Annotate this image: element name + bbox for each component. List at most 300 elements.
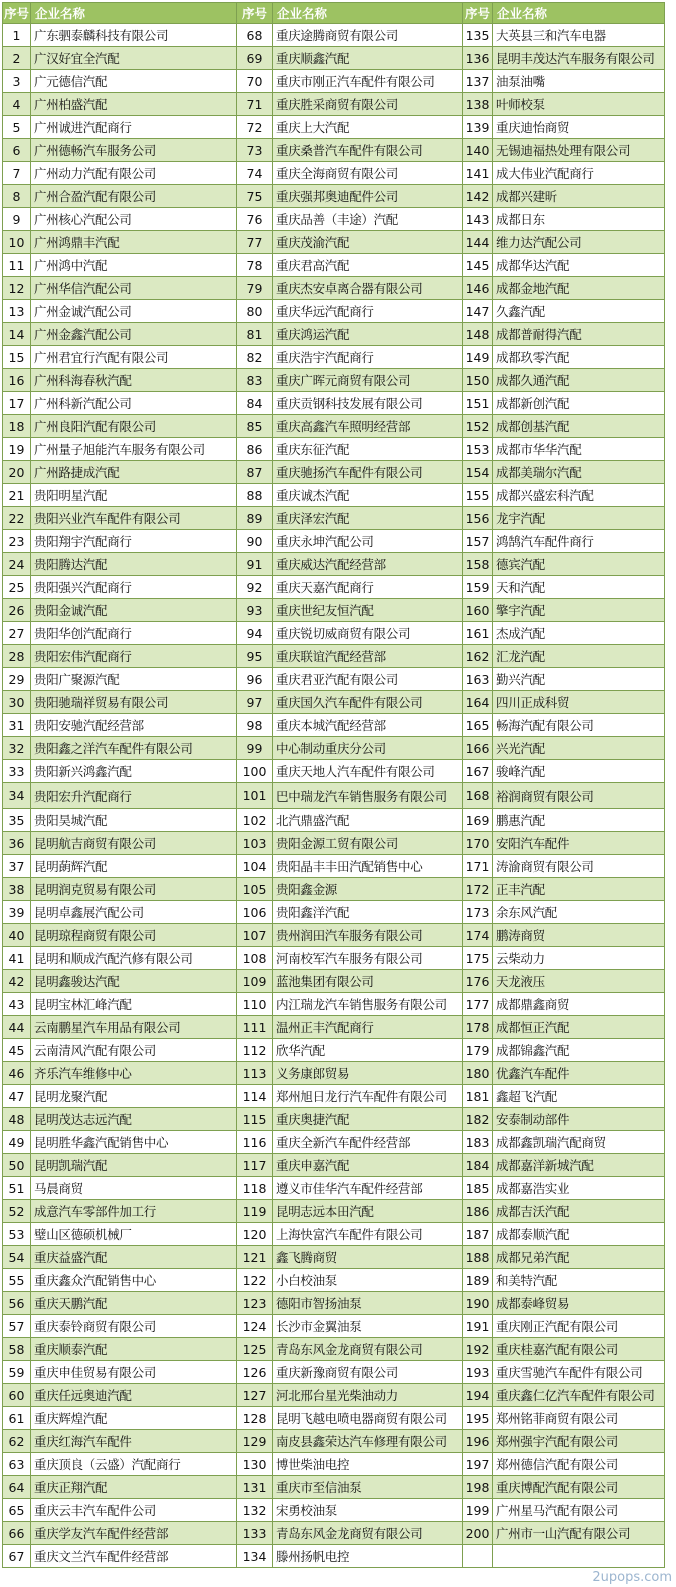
cell-no: 75 [237, 185, 273, 208]
cell-no: 135 [463, 24, 493, 47]
cell-name: 安阳汽车配件 [493, 832, 665, 855]
cell-no: 125 [237, 1338, 273, 1361]
cell-no: 81 [237, 323, 273, 346]
cell-name: 成都美瑞尔汽配 [493, 461, 665, 484]
cell-no: 198 [463, 1476, 493, 1499]
table-row [3, 1407, 665, 1430]
cell-no: 141 [463, 162, 493, 185]
cell-name: 重庆红海汽车配件 [31, 1430, 237, 1453]
cell-no: 5 [3, 116, 31, 139]
cell-name: 贵阳明星汽配 [31, 484, 237, 507]
table-row [3, 1338, 665, 1361]
table-row [3, 47, 665, 70]
cell-name: 重庆迪怡商贸 [493, 116, 665, 139]
table-row [3, 323, 665, 346]
table-row [3, 346, 665, 369]
cell-no: 191 [463, 1315, 493, 1338]
cell-no [463, 1545, 493, 1568]
cell-name: 成都恒正汽配 [493, 1016, 665, 1039]
table-row [3, 461, 665, 484]
cell-name: 广州君宜行汽配有限公司 [31, 346, 237, 369]
cell-name: 小白校油泵 [273, 1269, 463, 1292]
cell-name: 擎宇汽配 [493, 599, 665, 622]
cell-name: 郑州德信汽配有限公司 [493, 1453, 665, 1476]
cell-no: 165 [463, 714, 493, 737]
cell-name: 安泰制动部件 [493, 1108, 665, 1131]
cell-no: 22 [3, 507, 31, 530]
cell-name: 广州金诚汽配公司 [31, 300, 237, 323]
cell-name: 欣华汽配 [273, 1039, 463, 1062]
cell-no: 197 [463, 1453, 493, 1476]
cell-no: 57 [3, 1315, 31, 1338]
cell-no: 65 [3, 1499, 31, 1522]
cell-name: 成都鑫凯瑞汽配商贸 [493, 1131, 665, 1154]
cell-name: 重庆申佳贸易有限公司 [31, 1361, 237, 1384]
cell-no: 98 [237, 714, 273, 737]
cell-name: 久鑫汽配 [493, 300, 665, 323]
cell-no: 171 [463, 855, 493, 878]
cell-no: 115 [237, 1108, 273, 1131]
cell-name: 昆明凯瑞汽配 [31, 1154, 237, 1177]
cell-no: 124 [237, 1315, 273, 1338]
cell-name: 骏峰汽配 [493, 760, 665, 783]
cell-no: 50 [3, 1154, 31, 1177]
table-row [3, 1177, 665, 1200]
cell-no: 110 [237, 993, 273, 1016]
cell-name: 重庆泽宏汽配 [273, 507, 463, 530]
cell-no: 183 [463, 1131, 493, 1154]
cell-no: 3 [3, 70, 31, 93]
cell-name: 重庆强邦奥迪配件公司 [273, 185, 463, 208]
cell-no: 108 [237, 947, 273, 970]
cell-name: 重庆鸿运汽配 [273, 323, 463, 346]
cell-no: 9 [3, 208, 31, 231]
cell-name: 广州核心汽配公司 [31, 208, 237, 231]
cell-no: 137 [463, 70, 493, 93]
cell-no: 146 [463, 277, 493, 300]
table-row [3, 622, 665, 645]
cell-no: 77 [237, 231, 273, 254]
cell-no: 145 [463, 254, 493, 277]
cell-name: 贵阳翔宇汽配商行 [31, 530, 237, 553]
cell-no: 120 [237, 1223, 273, 1246]
cell-no: 113 [237, 1062, 273, 1085]
cell-no: 18 [3, 415, 31, 438]
cell-no: 160 [463, 599, 493, 622]
cell-name: 成都金地汽配 [493, 277, 665, 300]
cell-name: 重庆世纪友恒汽配 [273, 599, 463, 622]
cell-no: 37 [3, 855, 31, 878]
cell-name: 成都兴盛宏科汽配 [493, 484, 665, 507]
cell-no: 74 [237, 162, 273, 185]
cell-no: 53 [3, 1223, 31, 1246]
cell-no: 69 [237, 47, 273, 70]
cell-name: 青岛东风金龙商贸有限公司 [273, 1338, 463, 1361]
cell-name: 成都泰峰贸易 [493, 1292, 665, 1315]
cell-name: 重庆全新汽车配件经营部 [273, 1131, 463, 1154]
cell-no: 39 [3, 901, 31, 924]
cell-no: 121 [237, 1246, 273, 1269]
cell-name: 重庆贡钢科技发展有限公司 [273, 392, 463, 415]
cell-name: 重庆新豫商贸有限公司 [273, 1361, 463, 1384]
cell-no: 83 [237, 369, 273, 392]
cell-name: 成都鼎鑫商贸 [493, 993, 665, 1016]
cell-no: 114 [237, 1085, 273, 1108]
cell-name: 贵阳鑫金源 [273, 878, 463, 901]
cell-name: 成都嘉浩实业 [493, 1177, 665, 1200]
cell-name: 贵阳金诚汽配 [31, 599, 237, 622]
cell-no: 200 [463, 1522, 493, 1545]
cell-no: 161 [463, 622, 493, 645]
cell-no: 117 [237, 1154, 273, 1177]
cell-name: 贵阳鑫之洋汽车配件有限公司 [31, 737, 237, 760]
cell-name: 正丰汽配 [493, 878, 665, 901]
cell-name: 重庆奥捷汽配 [273, 1108, 463, 1131]
table-row [3, 1154, 665, 1177]
cell-no: 93 [237, 599, 273, 622]
cell-no: 100 [237, 760, 273, 783]
cell-no: 52 [3, 1200, 31, 1223]
table-row [3, 783, 665, 809]
cell-name: 重庆益盛汽配 [31, 1246, 237, 1269]
table-row [3, 809, 665, 832]
cell-name: 鹏涛商贸 [493, 924, 665, 947]
cell-no: 45 [3, 1039, 31, 1062]
table-row [3, 254, 665, 277]
header-no-2: 序号 [237, 3, 273, 24]
cell-no: 43 [3, 993, 31, 1016]
cell-no: 130 [237, 1453, 273, 1476]
cell-name: 重庆辉煌汽配 [31, 1407, 237, 1430]
cell-name: 遵义市佳华汽车配件经营部 [273, 1177, 463, 1200]
cell-name: 昆明飞越电喷电器商贸有限公司 [273, 1407, 463, 1430]
table-row [3, 714, 665, 737]
cell-no: 49 [3, 1131, 31, 1154]
cell-name: 广州市一山汽配有限公司 [493, 1522, 665, 1545]
table-row [3, 1085, 665, 1108]
cell-no: 71 [237, 93, 273, 116]
table-row [3, 300, 665, 323]
cell-no: 63 [3, 1453, 31, 1476]
cell-no: 122 [237, 1269, 273, 1292]
cell-name: 广州科海春秋汽配 [31, 369, 237, 392]
header-no-3: 序号 [463, 3, 493, 24]
cell-no: 111 [237, 1016, 273, 1039]
watermark: 2upops.com [592, 1570, 672, 1585]
cell-name: 义务康郎贸易 [273, 1062, 463, 1085]
cell-name: 鸿鹄汽车配件商行 [493, 530, 665, 553]
table-row [3, 855, 665, 878]
cell-no: 96 [237, 668, 273, 691]
cell-name: 天龙液压 [493, 970, 665, 993]
cell-no: 189 [463, 1269, 493, 1292]
cell-no: 31 [3, 714, 31, 737]
cell-name: 广州鸿中汽配 [31, 254, 237, 277]
cell-no: 34 [3, 783, 31, 809]
table-row [3, 760, 665, 783]
cell-name: 河北邢台星光柴油动力 [273, 1384, 463, 1407]
cell-name: 贵阳昊城汽配 [31, 809, 237, 832]
table-row [3, 576, 665, 599]
cell-name: 重庆学友汽车配件经营部 [31, 1522, 237, 1545]
cell-name: 余东风汽配 [493, 901, 665, 924]
cell-name: 成都日东 [493, 208, 665, 231]
cell-name: 勤兴汽配 [493, 668, 665, 691]
cell-no: 136 [463, 47, 493, 70]
cell-no: 11 [3, 254, 31, 277]
cell-name: 杰成汽配 [493, 622, 665, 645]
table-row [3, 1016, 665, 1039]
cell-no: 84 [237, 392, 273, 415]
cell-name: 鹏惠汽配 [493, 809, 665, 832]
cell-no: 164 [463, 691, 493, 714]
cell-name: 大英县三和汽车电器 [493, 24, 665, 47]
table-row [3, 668, 665, 691]
table-row [3, 369, 665, 392]
cell-no: 184 [463, 1154, 493, 1177]
cell-name: 巴中瑞龙汽车销售服务有限公司 [273, 783, 463, 809]
cell-no: 67 [3, 1545, 31, 1568]
cell-no: 116 [237, 1131, 273, 1154]
cell-name: 贵阳驰瑞祥贸易有限公司 [31, 691, 237, 714]
cell-no: 91 [237, 553, 273, 576]
cell-name: 重庆天地人汽车配件有限公司 [273, 760, 463, 783]
cell-no: 51 [3, 1177, 31, 1200]
cell-name: 广州柏盛汽配 [31, 93, 237, 116]
cell-name: 贵阳宏伟汽配商行 [31, 645, 237, 668]
table-row [3, 1361, 665, 1384]
cell-name: 广州合盈汽配有限公司 [31, 185, 237, 208]
cell-name: 重庆东征汽配 [273, 438, 463, 461]
cell-name: 成都久通汽配 [493, 369, 665, 392]
cell-no: 195 [463, 1407, 493, 1430]
cell-no: 133 [237, 1522, 273, 1545]
cell-no: 92 [237, 576, 273, 599]
cell-no: 42 [3, 970, 31, 993]
cell-name: 郑州铭菲商贸有限公司 [493, 1407, 665, 1430]
cell-name: 重庆雪驰汽车配件有限公司 [493, 1361, 665, 1384]
cell-no: 105 [237, 878, 273, 901]
cell-name: 广州诚进汽配商行 [31, 116, 237, 139]
cell-no: 156 [463, 507, 493, 530]
cell-name: 贵阳新兴鸿鑫汽配 [31, 760, 237, 783]
table-row [3, 553, 665, 576]
cell-no: 106 [237, 901, 273, 924]
cell-name: 贵阳腾达汽配 [31, 553, 237, 576]
cell-no: 181 [463, 1085, 493, 1108]
cell-name: 重庆浩宇汽配商行 [273, 346, 463, 369]
table-row [3, 1453, 665, 1476]
cell-no: 134 [237, 1545, 273, 1568]
cell-name: 重庆任远奥迪汽配 [31, 1384, 237, 1407]
cell-name: 蓝池集团有限公司 [273, 970, 463, 993]
cell-name: 滕州扬帆电控 [273, 1545, 463, 1568]
table-row [3, 208, 665, 231]
cell-name: 优鑫汽车配件 [493, 1062, 665, 1085]
cell-name: 成都华达汽配 [493, 254, 665, 277]
cell-no: 61 [3, 1407, 31, 1430]
cell-name: 重庆诚杰汽配 [273, 484, 463, 507]
cell-no: 119 [237, 1200, 273, 1223]
cell-name: 昆明卓鑫展汽配公司 [31, 901, 237, 924]
cell-name: 重庆申嘉汽配 [273, 1154, 463, 1177]
cell-no: 8 [3, 185, 31, 208]
table-row [3, 231, 665, 254]
cell-name: 广州科新汽配公司 [31, 392, 237, 415]
cell-name: 无锡迪福热处理有限公司 [493, 139, 665, 162]
cell-name: 成都创基汽配 [493, 415, 665, 438]
cell-no: 148 [463, 323, 493, 346]
cell-no: 89 [237, 507, 273, 530]
cell-no: 185 [463, 1177, 493, 1200]
cell-name: 昆明润克贸易有限公司 [31, 878, 237, 901]
cell-name: 昆明茂达志远汽配 [31, 1108, 237, 1131]
cell-no: 17 [3, 392, 31, 415]
table-row [3, 1108, 665, 1131]
cell-name: 和美特汽配 [493, 1269, 665, 1292]
cell-no: 128 [237, 1407, 273, 1430]
table-row [3, 970, 665, 993]
table-row [3, 832, 665, 855]
cell-name: 昆明航吉商贸有限公司 [31, 832, 237, 855]
cell-name: 鑫飞腾商贸 [273, 1246, 463, 1269]
cell-name: 成都兄弟汽配 [493, 1246, 665, 1269]
cell-name: 重庆广晖元商贸有限公司 [273, 369, 463, 392]
table-row [3, 1223, 665, 1246]
cell-name: 龙宇汽配 [493, 507, 665, 530]
cell-name: 成都市华华汽配 [493, 438, 665, 461]
cell-name: 重庆市至信油泵 [273, 1476, 463, 1499]
cell-no: 94 [237, 622, 273, 645]
cell-no: 176 [463, 970, 493, 993]
cell-no: 99 [237, 737, 273, 760]
cell-no: 27 [3, 622, 31, 645]
cell-no: 60 [3, 1384, 31, 1407]
table-row [3, 1476, 665, 1499]
cell-name: 兴光汽配 [493, 737, 665, 760]
cell-no: 19 [3, 438, 31, 461]
table-row [3, 392, 665, 415]
cell-name: 重庆品善（丰途）汽配 [273, 208, 463, 231]
cell-name: 郑州旭日龙行汽车配件有限公司 [273, 1085, 463, 1108]
cell-name: 昆明胜华鑫汽配销售中心 [31, 1131, 237, 1154]
cell-name: 昆明和顺成汽配汽修有限公司 [31, 947, 237, 970]
header-name-2: 企业名称 [273, 3, 463, 24]
table-row [3, 1545, 665, 1568]
cell-name: 涛渝商贸有限公司 [493, 855, 665, 878]
cell-no: 95 [237, 645, 273, 668]
cell-no: 72 [237, 116, 273, 139]
table-row [3, 1499, 665, 1522]
cell-no: 97 [237, 691, 273, 714]
cell-no: 56 [3, 1292, 31, 1315]
cell-name: 维力达汽配公司 [493, 231, 665, 254]
cell-name: 畅海汽配有限公司 [493, 714, 665, 737]
cell-no: 147 [463, 300, 493, 323]
cell-name: 广州德畅汽车服务公司 [31, 139, 237, 162]
table-row [3, 116, 665, 139]
cell-no: 131 [237, 1476, 273, 1499]
cell-no: 167 [463, 760, 493, 783]
cell-name: 北汽鼎盛汽配 [273, 809, 463, 832]
cell-name: 广州动力汽配有限公司 [31, 162, 237, 185]
cell-name: 昆明丰茂达汽车服务有限公司 [493, 47, 665, 70]
cell-no: 70 [237, 70, 273, 93]
cell-no: 170 [463, 832, 493, 855]
table-row [3, 93, 665, 116]
cell-no: 155 [463, 484, 493, 507]
table-row [3, 1384, 665, 1407]
cell-name: 重庆高鑫汽车照明经营部 [273, 415, 463, 438]
cell-name: 昆明志远本田汽配 [273, 1200, 463, 1223]
cell-no: 127 [237, 1384, 273, 1407]
cell-no: 173 [463, 901, 493, 924]
cell-name: 广州金鑫汽配公司 [31, 323, 237, 346]
cell-name: 重庆刚正汽配有限公司 [493, 1315, 665, 1338]
cell-name: 成都嘉洋新城汽配 [493, 1154, 665, 1177]
cell-name: 成都普耐得汽配 [493, 323, 665, 346]
cell-no: 132 [237, 1499, 273, 1522]
cell-no: 78 [237, 254, 273, 277]
table-row [3, 1315, 665, 1338]
cell-name: 云南清风汽配有限公司 [31, 1039, 237, 1062]
cell-name: 重庆顶良（云盛）汽配商行 [31, 1453, 237, 1476]
cell-no: 25 [3, 576, 31, 599]
cell-no: 129 [237, 1430, 273, 1453]
cell-no: 23 [3, 530, 31, 553]
cell-no: 150 [463, 369, 493, 392]
table-row [3, 924, 665, 947]
cell-name: 重庆华远汽配商行 [273, 300, 463, 323]
table-row [3, 1039, 665, 1062]
cell-name: 成都新创汽配 [493, 392, 665, 415]
cell-name: 汇龙汽配 [493, 645, 665, 668]
cell-name: 博世柴油电控 [273, 1453, 463, 1476]
cell-name: 重庆桑普汽车配件有限公司 [273, 139, 463, 162]
cell-name: 重庆途腾商贸有限公司 [273, 24, 463, 47]
cell-name: 德宾汽配 [493, 553, 665, 576]
cell-no: 168 [463, 783, 493, 809]
cell-no: 29 [3, 668, 31, 691]
cell-name: 贵州润田汽车服务有限公司 [273, 924, 463, 947]
cell-no: 166 [463, 737, 493, 760]
table-row [3, 691, 665, 714]
cell-no: 163 [463, 668, 493, 691]
cell-name: 齐乐汽车维修中心 [31, 1062, 237, 1085]
table-body [3, 24, 665, 1568]
cell-no: 10 [3, 231, 31, 254]
cell-no: 66 [3, 1522, 31, 1545]
cell-name: 成都吉沃汽配 [493, 1200, 665, 1223]
cell-no: 7 [3, 162, 31, 185]
cell-name: 广汉好宜全汽配 [31, 47, 237, 70]
cell-no: 152 [463, 415, 493, 438]
cell-name: 重庆本城汽配经营部 [273, 714, 463, 737]
cell-name: 广州良阳汽配有限公司 [31, 415, 237, 438]
table-row [3, 185, 665, 208]
cell-no: 87 [237, 461, 273, 484]
cell-no: 182 [463, 1108, 493, 1131]
table-row [3, 737, 665, 760]
table-row [3, 415, 665, 438]
cell-name: 贵阳金源工贸有限公司 [273, 832, 463, 855]
cell-name: 重庆君亚汽配有限公司 [273, 668, 463, 691]
cell-no: 82 [237, 346, 273, 369]
table-row [3, 530, 665, 553]
cell-name: 重庆上大汽配 [273, 116, 463, 139]
cell-name: 上海快富汽车配件有限公司 [273, 1223, 463, 1246]
cell-name: 重庆永坤汽配公司 [273, 530, 463, 553]
